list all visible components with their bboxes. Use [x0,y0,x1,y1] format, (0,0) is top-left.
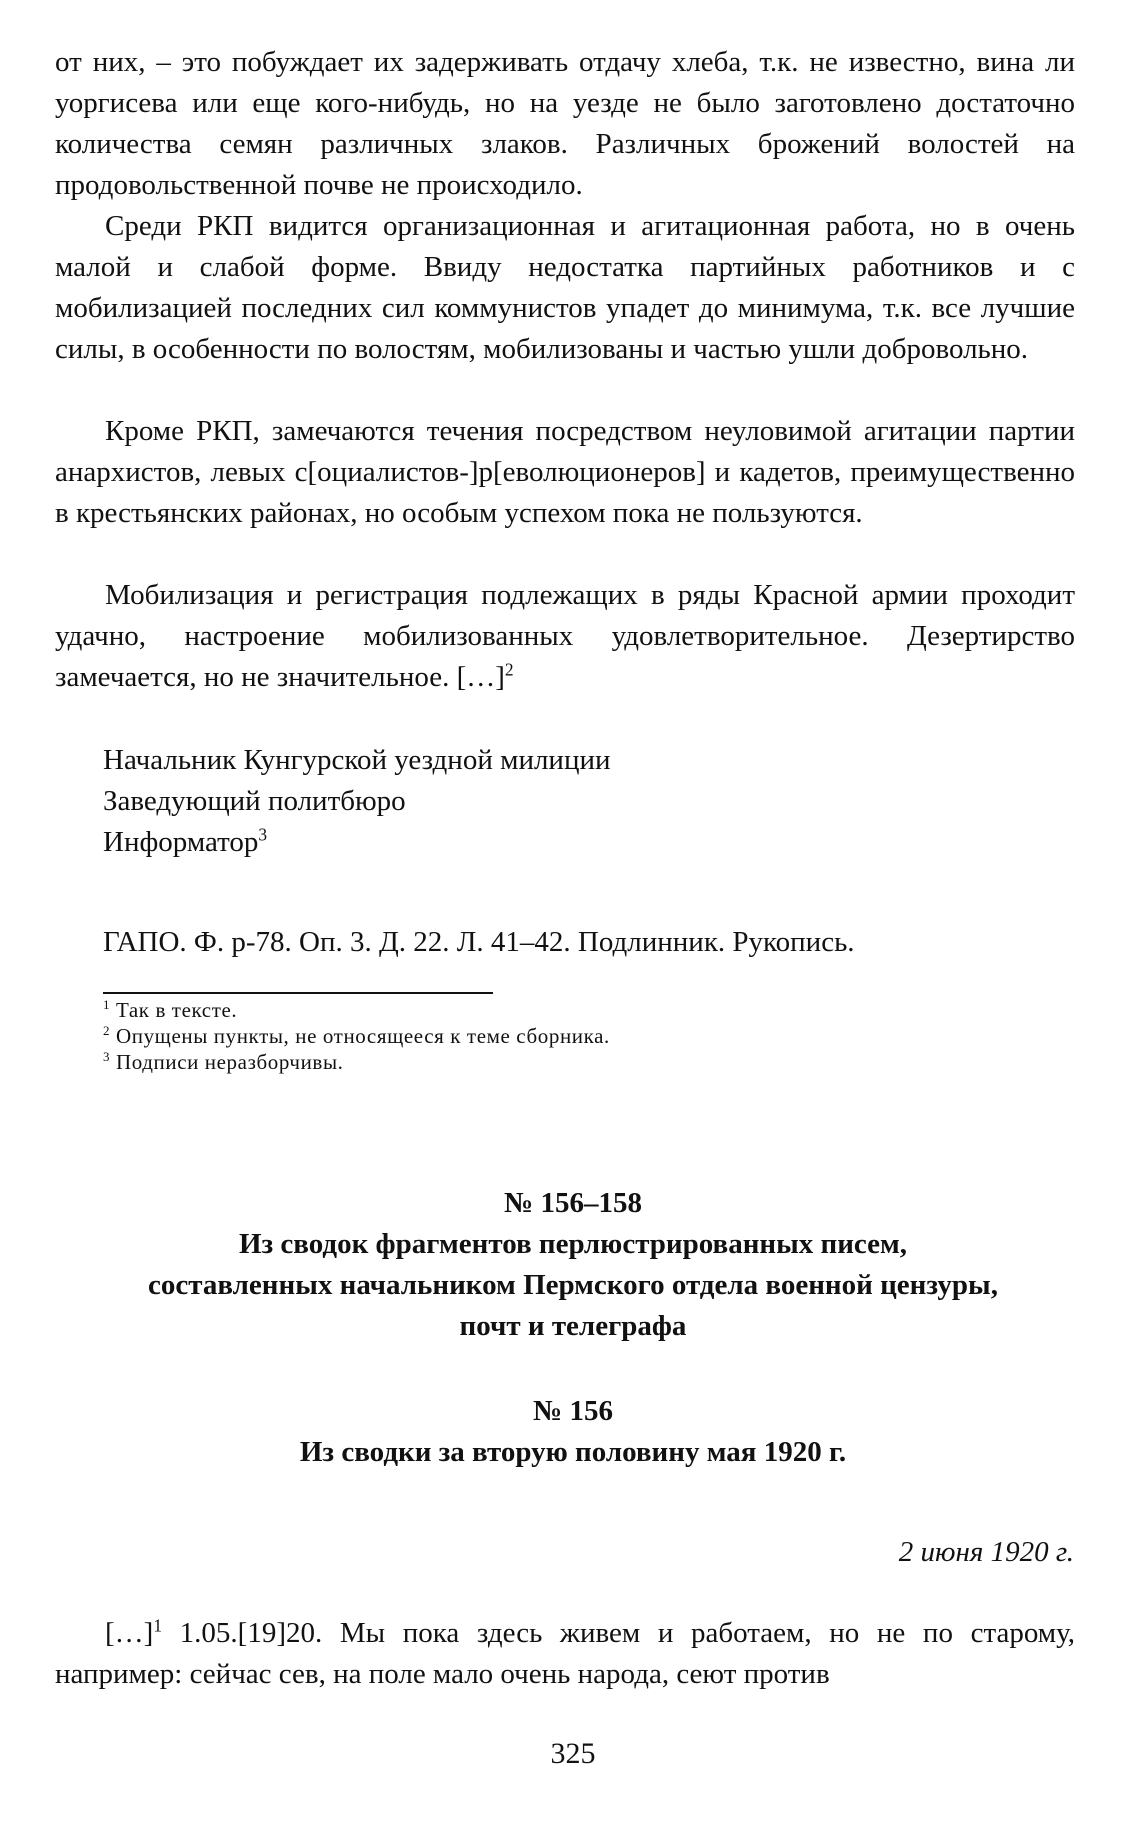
footnote-3 [103,1049,1003,1075]
paragraph-3 [55,411,1075,534]
footnote-mark: 3 [103,1049,111,1064]
section-title-line-1: Из сводок фрагментов перлюстрированных писем, [238,1228,908,1260]
footnote-2 [103,1023,1003,1049]
paragraph-2-text: Среди РКП видится организационная и агитационная работа, но в очень малой и слабой форме. Ввиду недостатка партийных работников и с мобилизацией последних сил коммунистов упадет до минимума, т.к. все лучшие силы, в особенности по волостям, мобилизованы и частью ушли добровольно. [55,210,1075,365]
signature-block [103,740,1003,863]
signature-line-1: Начальник Кунгурской уездной милиции [103,744,611,776]
paragraph-3-text: Кроме РКП, замечаются течения посредством неуловимой агитации партии анархистов, левых с[оциалистов-]р[еволюционеров] и кадетов, преимущественно в крестьянских районах, но особым успехом пока не пользуются. [55,415,1075,529]
footnote-mark: 2 [103,1023,111,1038]
signature-line-2: Заведующий политбюро [103,785,406,817]
paragraph-1 [55,42,1075,206]
paragraph-4-text: Мобилизация и регистрация подлежащих в ряды Красной армии проходит удачно, настроение мобилизованных удовлетворительное. Дезертирство замечается, но не значительное. […] [55,579,1075,693]
footnote-text: Подписи неразборчивы. [115,1050,344,1074]
footnote-text: Так в тексте. [115,998,238,1022]
section-heading [0,1183,1146,1347]
section-title-line-3: почт и телеграфа [459,1310,687,1342]
paragraph-4 [55,575,1075,698]
footnote-1 [103,997,1003,1023]
paragraph-1-text: от них, – это побуждает их задерживать отдачу хлеба, т.к. не известно, вина ли уоргисева или еще кого-нибудь, но на уезде не было заготовлено достаточно количества семян различных злаков. Различных брожений волостей на продовольственной почве не происходило. [55,46,1075,201]
footnote-ref-3: 3 [258,824,268,845]
paragraph-2 [55,206,1075,370]
archive-reference: ГАПО. Ф. р-78. Оп. 3. Д. 22. Л. 41–42. Подлинник. Рукопись. [103,926,855,958]
document-heading [0,1391,1146,1473]
signature-line-3 [103,822,1003,863]
document-date: 2 июня 1920 г. [898,1536,1074,1568]
footnote-divider [103,992,493,994]
letter-text: 1.05.[19]20. Мы пока здесь живем и работаем, но не по старому, например: сейчас сев, на поле мало очень народа, сеют против [55,1617,1075,1690]
footnote-ref-2: 2 [504,659,514,680]
letter-paragraph [55,1613,1075,1695]
footnotes [103,997,1003,1075]
document-number: № 156 [533,1395,613,1427]
section-number: № 156–158 [504,1187,642,1219]
footnote-ref-1: 1 [153,1615,163,1636]
footnote-mark: 1 [103,997,111,1012]
signature-line-3-text: Информатор [103,826,259,858]
section-title-line-2: составленных начальником Пермского отдела военной цензуры, [148,1269,998,1301]
letter-omission-mark: […] [105,1617,154,1649]
document-title: Из сводки за вторую половину мая 1920 г. [299,1436,847,1468]
page-number: 325 [550,1737,596,1770]
footnote-text: Опущены пункты, не относящееся к теме сборника. [115,1024,610,1048]
